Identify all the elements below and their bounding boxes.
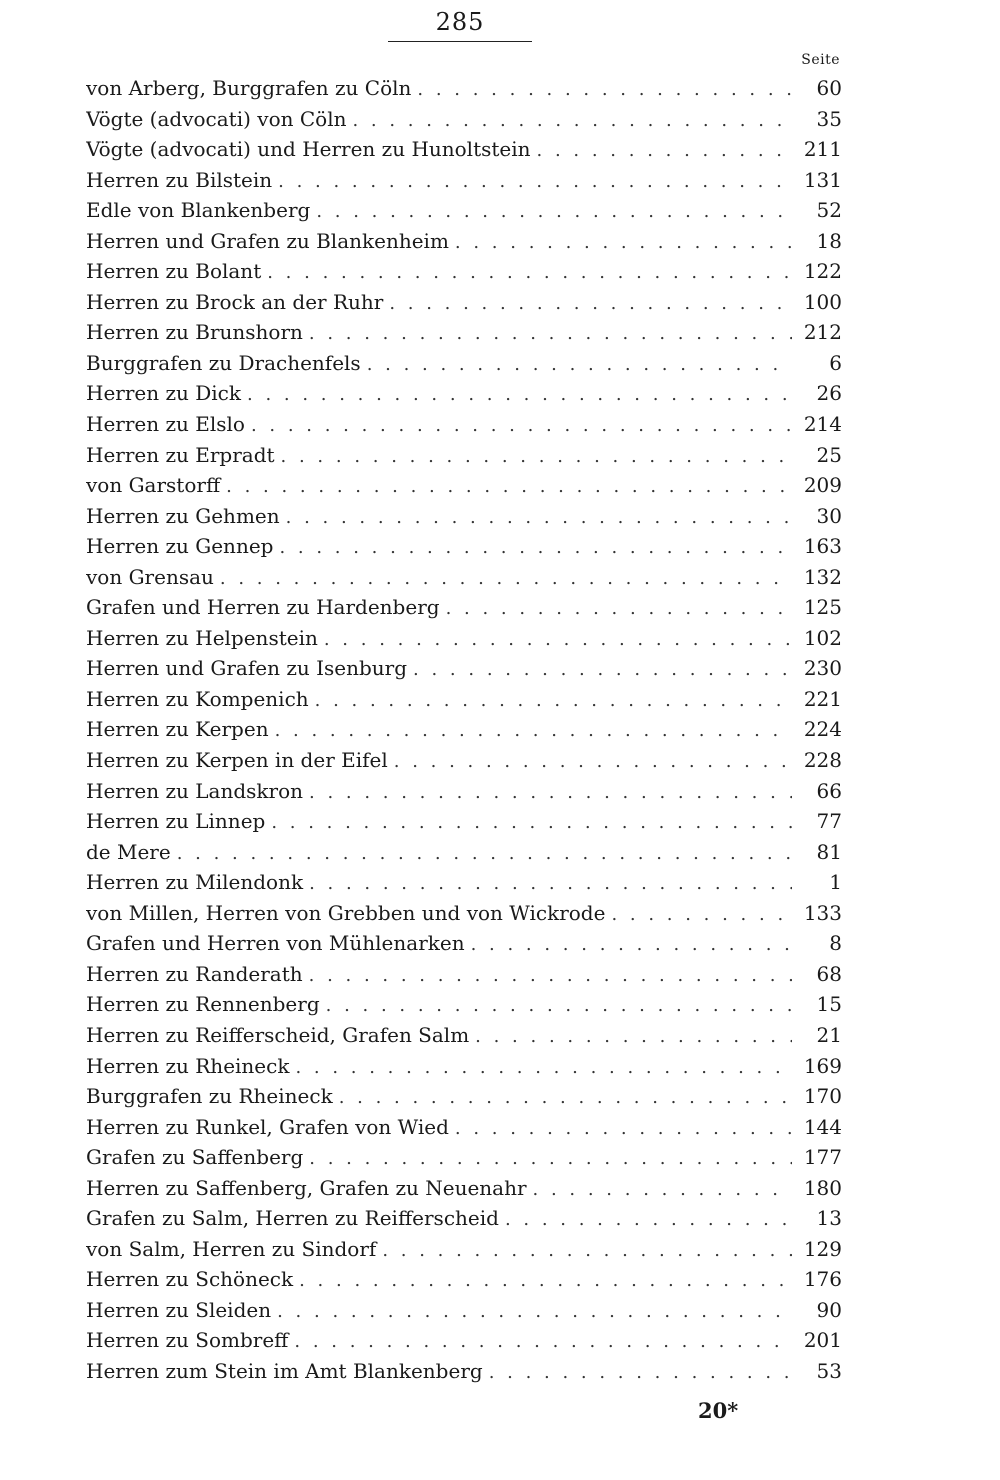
index-entry xyxy=(86,317,842,348)
dot-leader xyxy=(382,1236,792,1265)
entry-name: Herren zu Kerpen in der Eifel xyxy=(86,748,388,773)
entry-name: Herren zu Bolant xyxy=(86,259,262,284)
entry-name: Herren zu Randerath xyxy=(86,961,303,986)
entry-name: Herren zu Linnep xyxy=(86,809,266,834)
index-entry xyxy=(86,1020,842,1051)
entry-page-number: 169 xyxy=(803,1053,842,1078)
entry-name: Herren zu Reifferscheid, Grafen Salm xyxy=(86,1022,470,1047)
dot-leader xyxy=(446,594,792,623)
index-entry xyxy=(86,1112,842,1143)
index-entry xyxy=(86,134,842,165)
entry-page-number: 60 xyxy=(816,76,842,100)
entry-page-number: 81 xyxy=(816,839,842,864)
entry-name: Herren zu Rennenberg xyxy=(86,992,320,1017)
entry-page-number: 122 xyxy=(803,259,842,284)
page-number: 285 xyxy=(435,8,485,36)
index-entry xyxy=(86,959,842,990)
dot-leader xyxy=(294,1327,792,1356)
entry-page-number: 176 xyxy=(803,1267,842,1292)
dot-leader xyxy=(278,167,792,196)
entry-page-number: 21 xyxy=(816,1022,842,1047)
index-entry xyxy=(86,226,842,257)
entry-page-number: 77 xyxy=(816,809,842,834)
index-list xyxy=(86,73,842,1387)
dot-leader xyxy=(309,961,792,990)
dot-leader xyxy=(324,625,792,654)
index-entry xyxy=(86,928,842,959)
entry-page-number: 131 xyxy=(803,167,842,192)
entry-page-number: 230 xyxy=(803,656,842,681)
entry-page-number: 68 xyxy=(816,961,842,986)
entry-page-number: 90 xyxy=(816,1297,842,1322)
entry-page-number: 66 xyxy=(816,778,842,803)
dot-leader xyxy=(417,75,792,104)
entry-page-number: 35 xyxy=(816,106,842,131)
entry-page-number: 18 xyxy=(816,228,842,253)
index-entry xyxy=(86,1203,842,1234)
entry-page-number: 1 xyxy=(829,870,842,895)
index-entry xyxy=(86,1081,842,1112)
entry-name: Herren zu Kerpen xyxy=(86,717,269,742)
entry-name: Grafen zu Saffenberg xyxy=(86,1145,304,1170)
index-entry xyxy=(86,898,842,929)
dot-leader xyxy=(267,258,792,287)
index-entry xyxy=(86,1325,842,1356)
entry-page-number: 163 xyxy=(803,534,842,559)
entry-name: Burggrafen zu Drachenfels xyxy=(86,350,361,375)
dot-leader xyxy=(505,1205,792,1234)
entry-name: Herren zu Gehmen xyxy=(86,503,280,528)
entry-name: Grafen und Herren von Mühlenarken xyxy=(86,931,465,956)
entry-page-number: 8 xyxy=(829,931,842,956)
entry-name: Herren zu Bilstein xyxy=(86,167,273,192)
dot-leader xyxy=(299,1266,792,1295)
entry-name: Herren zu Saffenberg, Grafen zu Neuenahr xyxy=(86,1175,527,1200)
dot-leader xyxy=(367,350,792,379)
index-entry xyxy=(86,867,842,898)
dot-leader xyxy=(251,411,792,440)
index-entry xyxy=(86,378,842,409)
entry-page-number: 214 xyxy=(803,412,842,437)
entry-name: Herren zu Sombreff xyxy=(86,1328,289,1353)
index-entry xyxy=(86,1264,842,1295)
entry-name: Herren zu Brunshorn xyxy=(86,320,303,345)
dot-leader xyxy=(309,1144,792,1173)
entry-page-number: 209 xyxy=(803,473,842,498)
entry-page-number: 224 xyxy=(803,717,842,742)
entry-name: Herren zu Kompenich xyxy=(86,686,309,711)
entry-page-number: 212 xyxy=(803,320,842,345)
dot-leader xyxy=(309,869,792,898)
index-entry xyxy=(86,1173,842,1204)
entry-page-number: 52 xyxy=(816,198,842,223)
dot-leader xyxy=(389,289,792,318)
entry-name: von Garstorff xyxy=(86,473,221,498)
entry-page-number: 26 xyxy=(816,381,842,406)
entry-name: Grafen zu Salm, Herren zu Reifferscheid xyxy=(86,1206,499,1231)
entry-name: Herren zu Schöneck xyxy=(86,1267,294,1292)
index-entry xyxy=(86,592,842,623)
dot-leader xyxy=(533,1175,792,1204)
entry-name: Herren zu Erpradt xyxy=(86,442,275,467)
dot-leader xyxy=(455,228,792,257)
entry-name: Edle von Blankenberg xyxy=(86,198,311,223)
signature-mark: 20* xyxy=(698,1398,739,1423)
entry-name: Herren zu Dick xyxy=(86,381,241,406)
entry-name: Herren zu Gennep xyxy=(86,534,274,559)
index-entry xyxy=(86,104,842,135)
entry-page-number: 102 xyxy=(803,625,842,650)
index-entry xyxy=(86,1234,842,1265)
index-entry xyxy=(86,1051,842,1082)
entry-name: Herren zu Runkel, Grafen von Wied xyxy=(86,1114,449,1139)
entry-page-number: 133 xyxy=(803,900,842,925)
page-column-header: Seite xyxy=(801,52,840,68)
header-rule xyxy=(388,41,532,42)
dot-leader xyxy=(489,1358,792,1387)
dot-leader xyxy=(309,778,792,807)
index-entry xyxy=(86,195,842,226)
index-entry xyxy=(86,409,842,440)
index-entry xyxy=(86,348,842,379)
index-entry xyxy=(86,562,842,593)
index-entry xyxy=(86,470,842,501)
entry-name: Herren zu Brock an der Ruhr xyxy=(86,289,384,314)
dot-leader xyxy=(309,319,792,348)
entry-page-number: 201 xyxy=(803,1328,842,1353)
entry-page-number: 132 xyxy=(803,564,842,589)
entry-page-number: 25 xyxy=(816,442,842,467)
dot-leader xyxy=(537,136,792,165)
dot-leader xyxy=(394,747,792,776)
entry-name: Vögte (advocati) von Cöln xyxy=(86,106,347,131)
entry-page-number: 228 xyxy=(803,748,842,773)
entry-page-number: 6 xyxy=(829,350,842,375)
entry-name: Herren zu Sleiden xyxy=(86,1297,272,1322)
dot-leader xyxy=(413,655,792,684)
entry-page-number: 170 xyxy=(803,1084,842,1109)
entry-page-number: 15 xyxy=(816,992,842,1017)
entry-page-number: 177 xyxy=(803,1145,842,1170)
index-entry xyxy=(86,73,842,104)
index-entry xyxy=(86,623,842,654)
dot-leader xyxy=(279,533,792,562)
index-entry xyxy=(86,989,842,1020)
index-entry xyxy=(86,653,842,684)
dot-leader xyxy=(271,808,792,837)
entry-page-number: 53 xyxy=(816,1358,842,1383)
index-entry xyxy=(86,440,842,471)
entry-name: Vögte (advocati) und Herren zu Hunoltstein xyxy=(86,137,531,162)
index-entry xyxy=(86,1142,842,1173)
entry-page-number: 129 xyxy=(803,1236,842,1261)
dot-leader xyxy=(315,686,792,715)
entry-name: Burggrafen zu Rheineck xyxy=(86,1084,333,1109)
dot-leader xyxy=(281,442,792,471)
entry-page-number: 180 xyxy=(803,1175,842,1200)
index-entry xyxy=(86,806,842,837)
dot-leader xyxy=(275,716,792,745)
index-entry xyxy=(86,501,842,532)
entry-name: de Mere xyxy=(86,839,171,864)
entry-name: Herren und Grafen zu Blankenheim xyxy=(86,228,449,253)
dot-leader xyxy=(471,930,792,959)
entry-name: von Salm, Herren zu Sindorf xyxy=(86,1236,377,1261)
entry-page-number: 144 xyxy=(803,1114,842,1139)
index-entry xyxy=(86,837,842,868)
entry-name: Herren zum Stein im Amt Blankenberg xyxy=(86,1358,483,1383)
index-entry xyxy=(86,745,842,776)
dot-leader xyxy=(316,197,792,226)
dot-leader xyxy=(475,1022,792,1051)
entry-page-number: 100 xyxy=(803,289,842,314)
index-entry xyxy=(86,1295,842,1326)
dot-leader xyxy=(352,106,792,135)
index-entry xyxy=(86,714,842,745)
dot-leader xyxy=(226,472,792,501)
dot-leader xyxy=(247,380,792,409)
index-entry xyxy=(86,684,842,715)
entry-name: von Grensau xyxy=(86,564,214,589)
index-entry xyxy=(86,531,842,562)
entry-name: Herren und Grafen zu Isenburg xyxy=(86,656,408,681)
entry-name: Herren zu Landskron xyxy=(86,778,304,803)
dot-leader xyxy=(286,503,792,532)
index-entry xyxy=(86,776,842,807)
dot-leader xyxy=(326,991,792,1020)
entry-name: Herren zu Elslo xyxy=(86,412,245,437)
entry-page-number: 125 xyxy=(803,595,842,620)
dot-leader xyxy=(611,900,792,929)
entry-page-number: 30 xyxy=(816,503,842,528)
entry-name: von Arberg, Burggrafen zu Cöln xyxy=(86,76,412,100)
index-entry xyxy=(86,256,842,287)
index-entry xyxy=(86,1356,842,1387)
dot-leader xyxy=(277,1297,792,1326)
entry-name: Herren zu Helpenstein xyxy=(86,625,318,650)
entry-name: Grafen und Herren zu Hardenberg xyxy=(86,595,440,620)
entry-page-number: 211 xyxy=(803,137,842,162)
dot-leader xyxy=(455,1114,792,1143)
entry-name: Herren zu Rheineck xyxy=(86,1053,290,1078)
dot-leader xyxy=(339,1083,792,1112)
dot-leader xyxy=(177,839,792,868)
entry-name: von Millen, Herren von Grebben und von Wickrode xyxy=(86,900,606,925)
entry-page-number: 13 xyxy=(816,1206,842,1231)
entry-name: Herren zu Milendonk xyxy=(86,870,304,895)
dot-leader xyxy=(220,564,792,593)
index-entry xyxy=(86,165,842,196)
dot-leader xyxy=(295,1053,792,1082)
index-entry xyxy=(86,287,842,318)
entry-page-number: 221 xyxy=(803,686,842,711)
